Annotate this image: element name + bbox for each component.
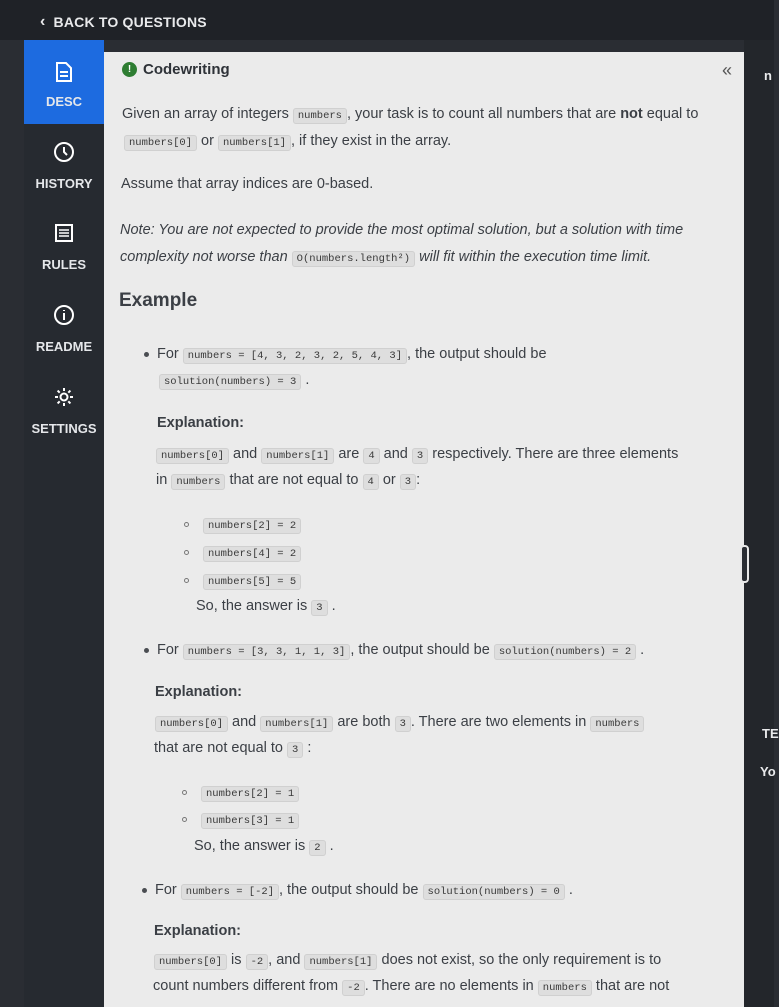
text: So, the answer is: [194, 838, 306, 854]
sidebar-item-label: README: [35, 339, 93, 354]
bullet: [142, 888, 147, 893]
document-icon: [52, 60, 76, 84]
text: and: [232, 714, 257, 730]
example-1-explanation: Explanation:: [157, 415, 245, 431]
text: , the output should be: [350, 642, 490, 658]
text: or: [382, 472, 396, 488]
gear-icon: [52, 385, 76, 409]
code-n1: numbers[1]: [260, 716, 333, 732]
text-bold: not: [620, 106, 643, 122]
code-value: 3: [311, 600, 327, 616]
code-n0: numbers[0]: [124, 135, 197, 151]
text: that are not equal to: [229, 472, 359, 488]
list-item: [184, 568, 301, 594]
task-title-text: Codewriting: [143, 61, 230, 78]
note-line-1: [120, 218, 683, 242]
chevron-left-icon: ‹: [40, 13, 46, 30]
text: respectively. There are three elements: [432, 446, 679, 462]
top-bar: [0, 0, 774, 40]
text: is: [231, 952, 242, 968]
sidebar-item-settings[interactable]: [24, 385, 104, 436]
right-label-low: Yo: [760, 764, 776, 779]
text: are: [338, 446, 360, 462]
example-2-expl-line-1: [155, 710, 644, 736]
code-numbers: numbers: [171, 474, 225, 490]
text: For: [155, 882, 177, 898]
example-1-output: solution(numbers) = 3 .: [159, 368, 309, 394]
text: or: [201, 133, 214, 149]
example-1-expl-line-2: [156, 468, 420, 494]
text: Given an array of integers: [122, 106, 289, 122]
code-output: solution(numbers) = 2: [494, 644, 636, 660]
code-input: numbers = [-2]: [181, 884, 279, 900]
code-value: 4: [363, 448, 379, 464]
list-icon: [52, 221, 76, 245]
sidebar-item-label: HISTORY: [35, 176, 93, 191]
back-to-questions-link[interactable]: [40, 14, 207, 30]
text: in: [156, 472, 168, 488]
text: , your task is to count all numbers that are: [346, 106, 617, 122]
code-item: numbers[4] = 2: [203, 546, 301, 562]
code-input: numbers = [4, 3, 2, 3, 2, 5, 4, 3]: [183, 348, 407, 364]
text: , the output should be: [407, 346, 547, 362]
text: :: [416, 472, 421, 488]
code-numbers: numbers: [590, 716, 644, 732]
sub-bullet: [184, 550, 189, 555]
text: , and: [268, 952, 301, 968]
example-2-explanation: Explanation:: [155, 684, 243, 700]
code-n0: numbers[0]: [154, 954, 227, 970]
info-icon: [52, 303, 76, 327]
sidebar-item-label: DESC: [45, 94, 83, 109]
sub-bullet: [184, 578, 189, 583]
sidebar-item-label: SETTINGS: [31, 421, 97, 436]
text: So, the answer is: [196, 598, 308, 614]
right-label-mid: TE: [762, 726, 779, 741]
sub-bullet: [182, 817, 187, 822]
example-1-answer: So, the answer is 3 .: [196, 598, 336, 614]
task-type-icon: !: [122, 62, 137, 77]
text: and: [233, 446, 258, 462]
code-value: -2: [342, 980, 365, 996]
code-item: numbers[2] = 2: [203, 518, 301, 534]
clock-icon: [52, 140, 76, 164]
text: that are not: [595, 978, 670, 994]
code-value: 3: [412, 448, 428, 464]
example-3-explanation: Explanation:: [154, 923, 242, 939]
task-title: [122, 61, 230, 78]
right-label-top: n: [764, 68, 772, 83]
sub-bullet: [182, 790, 187, 795]
note-line-2: [120, 245, 651, 271]
example-2-line: For numbers = [3, 3, 1, 1, 3] , the output should be solution(numbers) = 2 .: [144, 638, 644, 664]
example-3-expl-line-2: [153, 974, 669, 1000]
text: does not exist, so the only requirement is to: [381, 952, 662, 968]
code-n1: numbers[1]: [304, 954, 377, 970]
text: For: [157, 346, 179, 362]
text: . There are two elements in: [410, 714, 587, 730]
example-heading: Example: [119, 290, 198, 311]
bullet: [144, 352, 149, 357]
code-item: numbers[5] = 5: [203, 574, 301, 590]
sidebar-item-label: RULES: [41, 257, 87, 272]
text: For: [157, 642, 179, 658]
right-panel-edge: [744, 40, 779, 1007]
code-complexity: O(numbers.length²): [292, 251, 415, 267]
sidebar-item-readme[interactable]: [24, 303, 104, 354]
text: . There are no elements in: [364, 978, 534, 994]
code-n0: numbers[0]: [156, 448, 229, 464]
sidebar-item-desc[interactable]: [24, 40, 104, 124]
text: that are not equal to: [154, 740, 283, 756]
text: will fit within the execution time limit.: [419, 249, 652, 265]
description-panel: [104, 52, 744, 1007]
sidebar-item-rules[interactable]: [24, 221, 104, 272]
example-2-answer: So, the answer is 2 .: [194, 838, 334, 854]
example-1-line: [144, 342, 547, 368]
code-output: solution(numbers) = 3: [159, 374, 301, 390]
example-3-line: For numbers = [-2] , the output should be solution(numbers) = 0 .: [142, 878, 573, 904]
code-value: -2: [246, 954, 269, 970]
code-item: numbers[2] = 1: [201, 786, 299, 802]
code-n1: numbers[1]: [261, 448, 334, 464]
code-output: solution(numbers) = 0: [423, 884, 565, 900]
text: and: [383, 446, 408, 462]
code-numbers: numbers: [538, 980, 592, 996]
text: equal to: [646, 106, 699, 122]
code-value: 4: [363, 474, 379, 490]
bullet: [144, 648, 149, 653]
code-input: numbers = [3, 3, 1, 1, 3]: [183, 644, 351, 660]
list-item: [182, 780, 299, 806]
resize-handle[interactable]: [740, 545, 749, 583]
sub-bullet: [184, 522, 189, 527]
code-value: 2: [309, 840, 325, 856]
code-item: numbers[3] = 1: [201, 813, 299, 829]
code-n0: numbers[0]: [155, 716, 228, 732]
list-item: [182, 807, 299, 833]
sidebar-item-history[interactable]: [24, 140, 104, 191]
text: , if they exist in the array.: [291, 133, 452, 149]
text: , the output should be: [279, 882, 419, 898]
code-numbers: numbers: [293, 108, 347, 124]
text: Note: You are not expected to provide the most optimal solution, but a solution with time: [120, 222, 684, 238]
intro-line-1: [122, 102, 698, 128]
back-label: BACK TO QUESTIONS: [53, 14, 207, 30]
example-2-expl-line-2: that are not equal to 3 :: [154, 740, 312, 756]
code-value: 3: [400, 474, 416, 490]
text: complexity not worse than: [120, 249, 288, 265]
intro-line-2: [124, 129, 451, 155]
list-item: [184, 512, 301, 538]
assume-text: Assume that array indices are 0-based.: [121, 176, 374, 192]
collapse-panel-button[interactable]: «: [722, 60, 733, 80]
text: count numbers different from: [153, 978, 339, 994]
text: are both: [337, 714, 391, 730]
list-item: [184, 540, 301, 566]
example-3-expl-line-1: [154, 948, 661, 974]
example-1-expl-line-1: [156, 442, 678, 468]
code-value: 3: [395, 716, 411, 732]
code-value: 3: [287, 742, 303, 758]
code-n1: numbers[1]: [218, 135, 291, 151]
sidebar: [24, 40, 104, 1007]
